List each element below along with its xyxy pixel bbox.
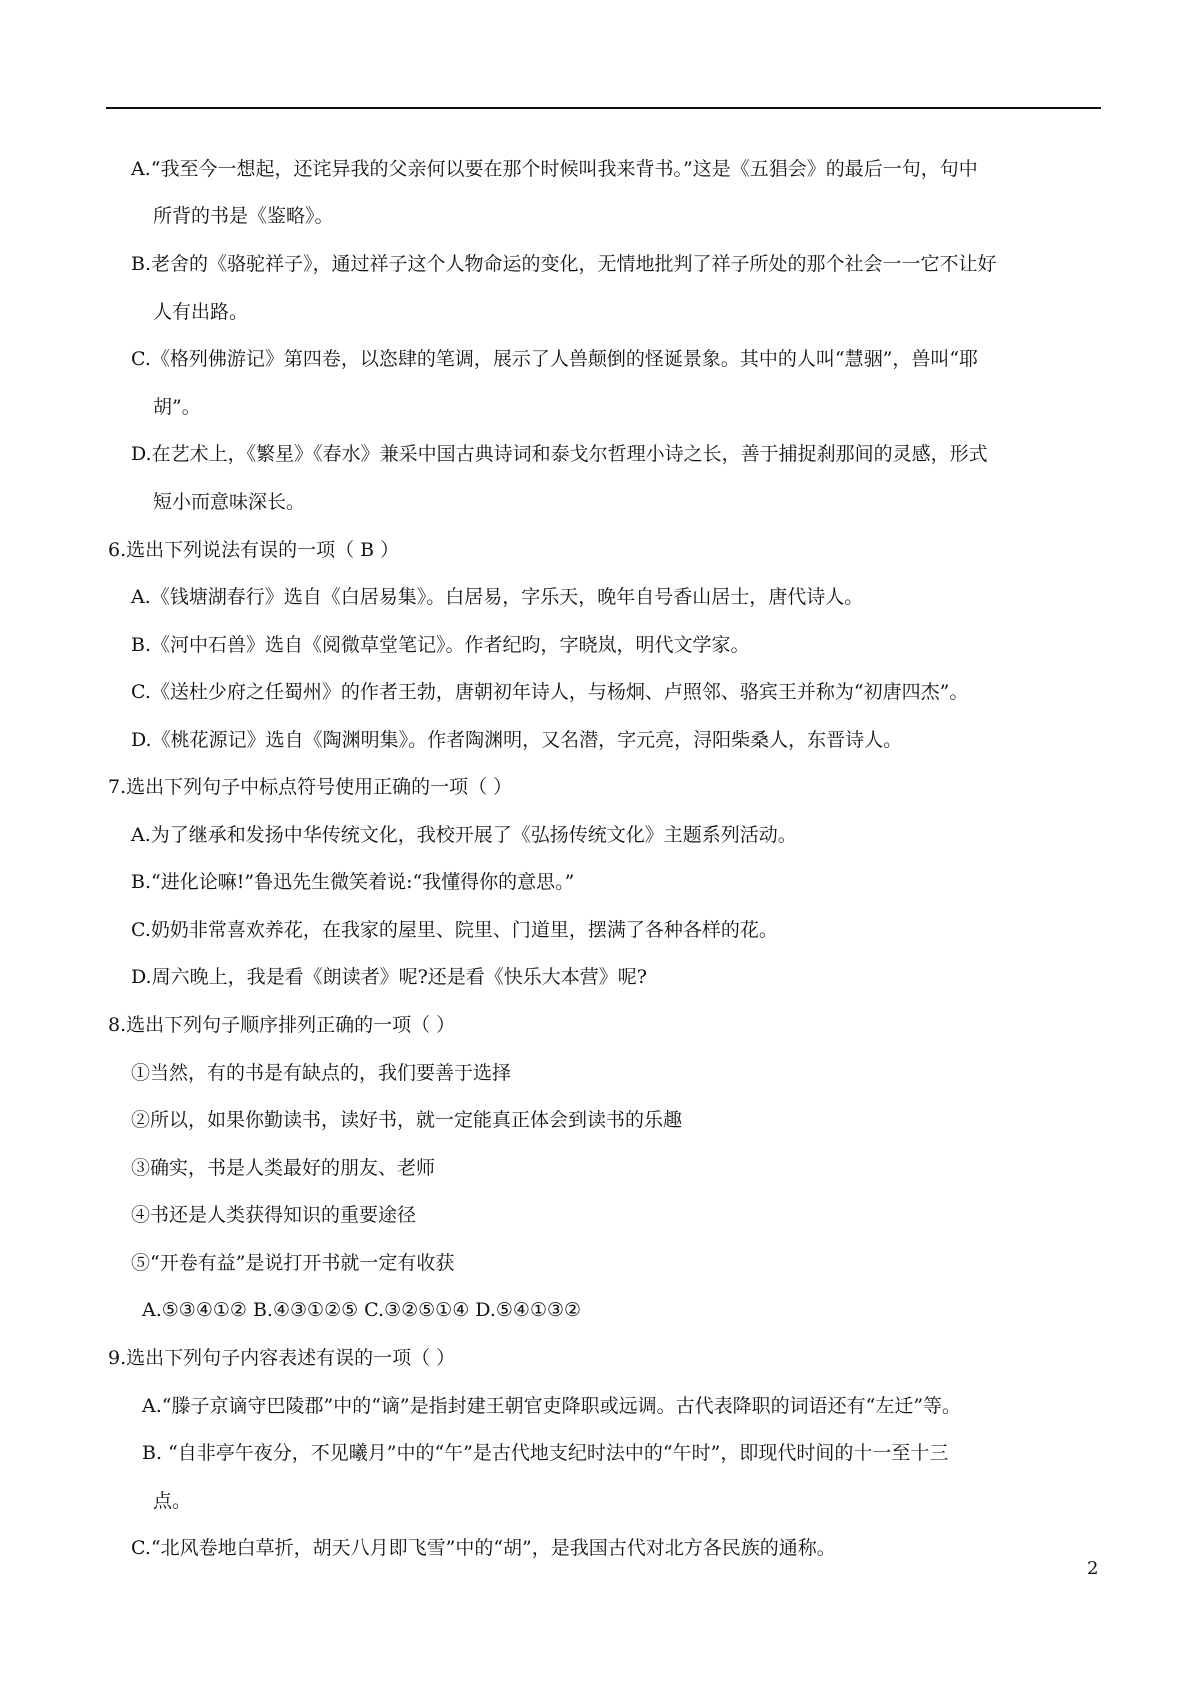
q8-sentence-2: ②所以，如果你勤读书，读好书，就一定能真正体会到读书的乐趣 — [131, 1109, 683, 1131]
q7-option-b: B.“进化论嘛!”鲁迅先生微笑着说:“我懂得你的意思。” — [131, 871, 575, 893]
q7-option-d: D.周六晚上，我是看《朗读者》呢?还是看《快乐大本营》呢? — [131, 966, 647, 988]
q8-sentence-4: ④书还是人类获得知识的重要途径 — [131, 1204, 417, 1226]
q8-stem: 8.选出下列句子顺序排列正确的一项（ ） — [108, 1014, 456, 1036]
q9-stem: 9.选出下列句子内容表述有误的一项（ ） — [108, 1347, 456, 1369]
q5-option-d-line1: D.在艺术上，《繁星》《春水》兼采中国古典诗词和泰戈尔哲理小诗之长，善于捕捉刹那间的灵感，形式 — [131, 443, 988, 465]
header-rule — [106, 107, 1101, 109]
q8-sentence-1: ①当然，有的书是有缺点的，我们要善于选择 — [131, 1062, 512, 1084]
q7-option-a: A.为了继承和发扬中华传统文化，我校开展了《弘扬传统文化》主题系列活动。 — [131, 824, 797, 846]
page-number: 2 — [1087, 1558, 1099, 1579]
q6-stem: 6.选出下列说法有误的一项（ B ） — [108, 539, 400, 561]
q5-option-a-line1: A.“我至今一想起，还诧异我的父亲何以要在那个时候叫我来背书。”这是《五猖会》的最后一句，句中 — [131, 158, 978, 180]
q6-option-c: C.《送杜少府之任蜀州》的作者王勃，唐朝初年诗人，与杨炯、卢照邻、骆宾王并称为“初唐四杰”。 — [131, 681, 969, 703]
q6-option-a: A.《钱塘湖春行》选自《白居易集》。白居易，字乐天，晚年自号香山居士，唐代诗人。 — [131, 586, 864, 608]
q9-option-b-line2: 点。 — [153, 1490, 192, 1512]
q9-option-c: C.“北风卷地白草折，胡天八月即飞雪”中的“胡”，是我国古代对北方各民族的通称。 — [131, 1537, 836, 1559]
q6-option-b: B.《河中石兽》选自《阅微草堂笔记》。作者纪昀，字晓岚，明代文学家。 — [131, 634, 750, 656]
q7-option-c: C.奶奶非常喜欢养花，在我家的屋里、院里、门道里，摆满了各种各样的花。 — [131, 919, 778, 941]
q9-option-a: A.“滕子京谪守巴陵郡”中的“谪”是指封建王朝官吏降职或远调。古代表降职的词语还有“左迁”等。 — [142, 1395, 962, 1417]
q5-option-d-line2: 短小而意味深长。 — [153, 491, 306, 513]
q8-sentence-5: ⑤“开卷有益”是说打开书就一定有收获 — [131, 1252, 455, 1274]
q6-option-d: D.《桃花源记》选自《陶渊明集》。作者陶渊明，又名潜，字元亮，浔阳柴桑人，东晋诗人。 — [131, 729, 903, 751]
q8-sentence-3: ③确实，书是人类最好的朋友、老师 — [131, 1157, 436, 1179]
q5-option-b-line1: B.老舍的《骆驼祥子》，通过祥子这个人物命运的变化，无情地批判了祥子所处的那个社会一一它不让好 — [131, 253, 997, 275]
q5-option-a-line2: 所背的书是《鉴略》。 — [153, 205, 334, 227]
q7-stem: 7.选出下列句子中标点符号使用正确的一项（ ） — [108, 776, 513, 798]
q9-option-b-line1: B. “自非亭午夜分，不见曦月”中的“午”是古代地支纪时法中的“午时”，即现代时间的十一至十三 — [142, 1442, 949, 1464]
q5-option-c-line1: C.《格列佛游记》第四卷，以恣肆的笔调，展示了人兽颠倒的怪诞景象。其中的人叫“慧骃”，兽叫“耶 — [131, 348, 979, 370]
q5-option-b-line2: 人有出路。 — [153, 301, 249, 323]
q5-option-c-line2: 胡”。 — [153, 396, 201, 418]
q8-options: A.⑤③④①② B.④③①②⑤ C.③②⑤①④ D.⑤④①③② — [142, 1299, 582, 1321]
